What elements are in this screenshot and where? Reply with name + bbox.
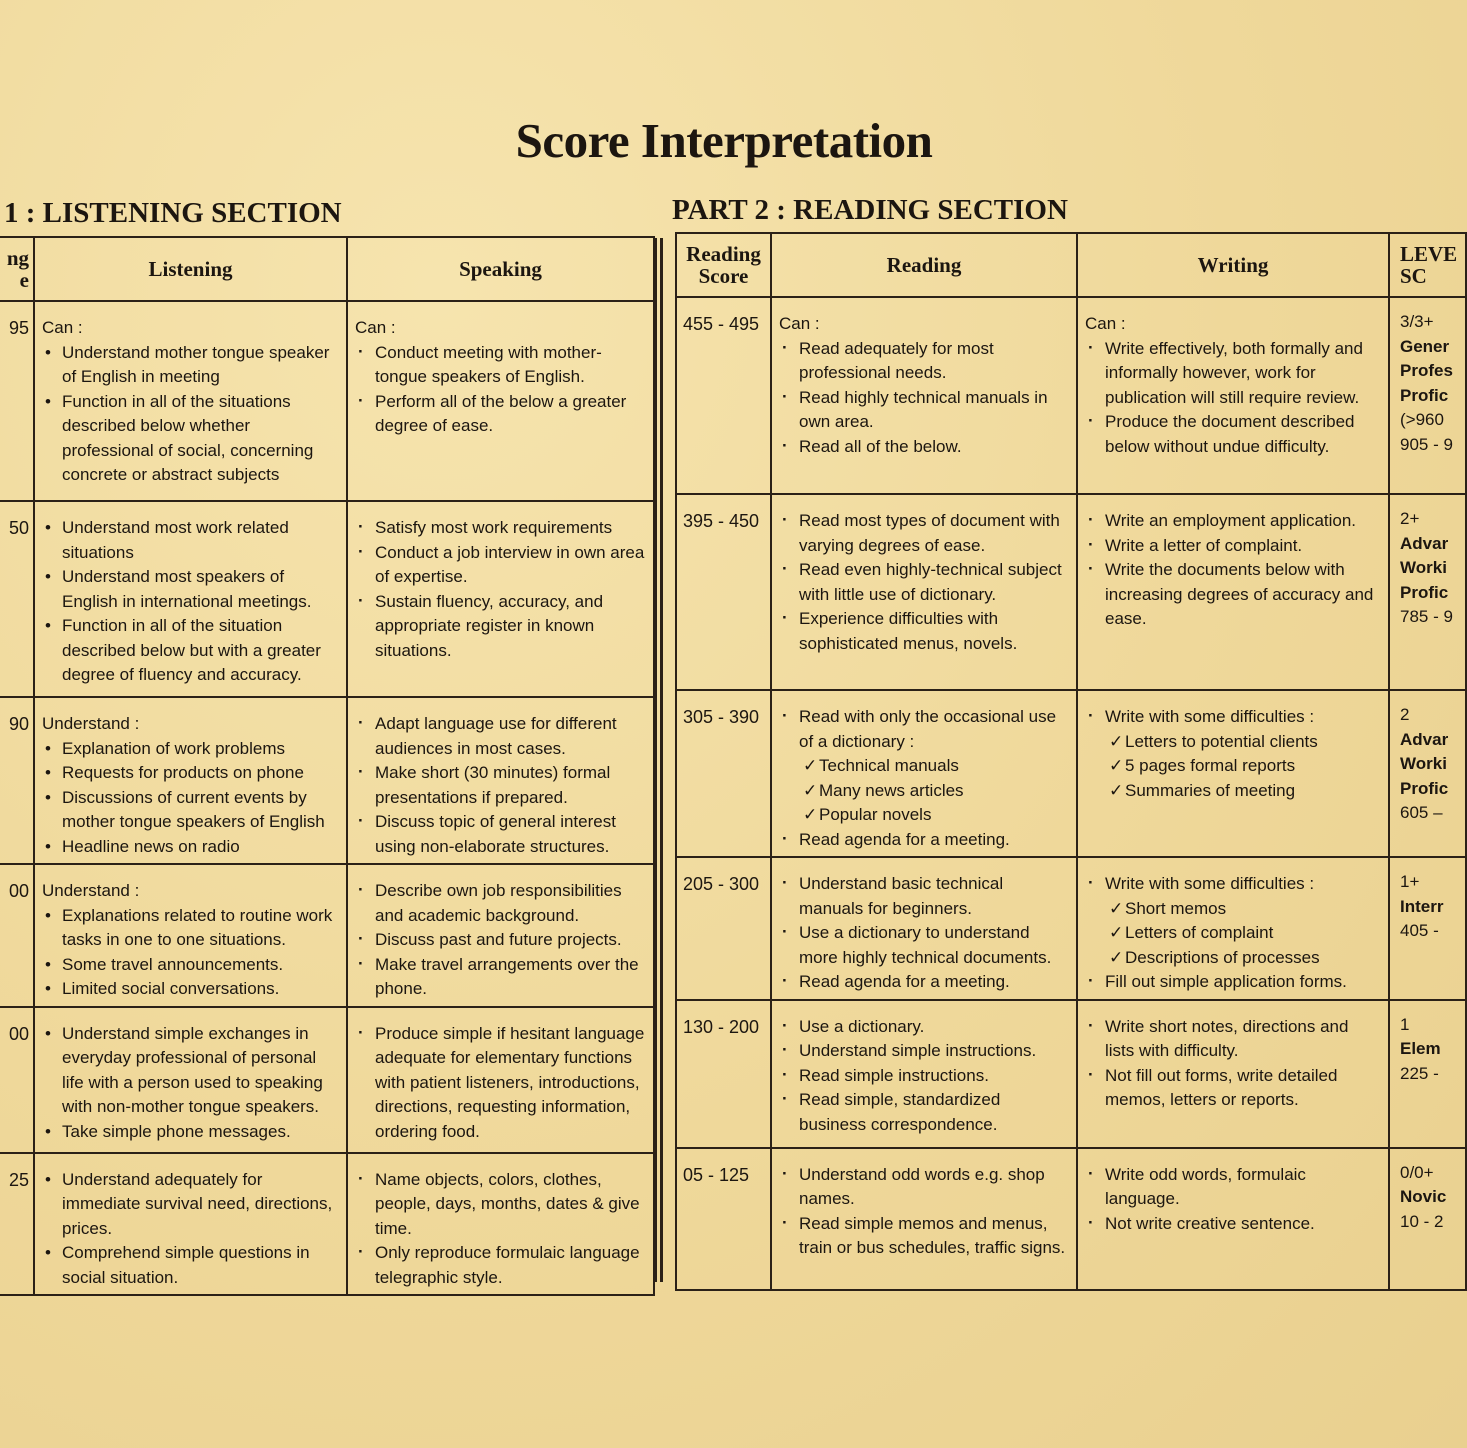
bullet-item: · Write with some difficulties :: [1085, 872, 1381, 897]
bullet-item: · Name objects, colors, clothes, people, days, months, dates & give time.: [355, 1168, 646, 1242]
bullet-item: • Understand mother tongue speaker of English in meeting: [42, 341, 339, 390]
level-name: Interr: [1400, 896, 1444, 916]
check-item: ✓ Letters to potential clients: [1105, 730, 1381, 755]
bullet-list: [42, 904, 339, 1002]
table-row: [676, 297, 1466, 494]
reading-table: [675, 232, 1467, 1291]
listening-cell: [34, 1007, 347, 1153]
bullet-item: · Write short notes, directions and lists with difficulty.: [1085, 1015, 1381, 1064]
table-row: [0, 864, 654, 1007]
speaking-cell: [347, 501, 654, 697]
score-cell: 90: [0, 697, 34, 864]
level-range: 785 - 9: [1400, 607, 1453, 626]
bullet-item: · Read most types of document with varying degrees of ease.: [779, 509, 1069, 558]
bullet-item: · Write odd words, formulaic language.: [1085, 1163, 1381, 1212]
level-cell: [1389, 857, 1466, 1000]
level-range: 405 -: [1400, 921, 1439, 940]
reading-score-cell: 455 - 495: [676, 297, 771, 494]
check-item: ✓ 5 pages formal reports: [1105, 754, 1381, 779]
bullet-item: • Function in all of the situations described below whether professional of social, concerning concrete or abstract subjects: [42, 390, 339, 488]
bullet-list: [355, 1168, 646, 1291]
speaking-cell: [347, 301, 654, 501]
check-item: ✓ Descriptions of processes: [1105, 946, 1381, 971]
bullet-list: [1085, 705, 1381, 803]
bullet-item: · Experience difficulties with sophisticated menus, novels.: [779, 607, 1069, 656]
bullet-item: · Write effectively, both formally and informally however, work for publication will still require review.: [1085, 337, 1381, 411]
bullet-list: [355, 712, 646, 859]
level-name: Advar: [1400, 533, 1449, 553]
bullet-list: [42, 341, 339, 488]
page-title: Score Interpretation: [515, 113, 933, 168]
part2-heading: PART 2 : READING SECTION: [672, 194, 1068, 226]
bullet-item: · Write with some difficulties :: [1085, 705, 1381, 730]
table-row: [676, 857, 1466, 1000]
listening-cell: [34, 864, 347, 1007]
bullet-list: [355, 1022, 646, 1145]
level-header: LEVE SC: [1389, 233, 1466, 297]
reading-header: Reading: [771, 233, 1077, 297]
bullet-item: · Read simple, standardized business correspondence.: [779, 1088, 1069, 1137]
bullet-item: · Adapt language use for different audiences in most cases.: [355, 712, 646, 761]
bullet-item: · Sustain fluency, accuracy, and appropriate register in known situations.: [355, 590, 646, 664]
level-name: Novic: [1400, 1187, 1447, 1206]
bullet-item: · Not write creative sentence.: [1085, 1212, 1381, 1237]
bullet-item: · Describe own job responsibilities and academic background.: [355, 879, 646, 928]
bullet-list: [355, 879, 646, 1002]
speaking-cell: [347, 1007, 654, 1153]
bullet-list: [1085, 509, 1381, 632]
bullet-item: · Read even highly-technical subject with little use of dictionary.: [779, 558, 1069, 607]
reading-score-cell: 205 - 300: [676, 857, 771, 1000]
level-name: Worki: [1400, 558, 1447, 577]
level-range: 225 -: [1400, 1063, 1439, 1083]
bullet-item: • Requests for products on phone: [42, 761, 339, 786]
bullet-item: · Satisfy most work requirements: [355, 516, 646, 541]
bullet-item: • Understand simple exchanges in everyday professional of personal life with a person used to speaking with non-mother tongue speakers.: [42, 1022, 339, 1120]
listening-cell: [34, 501, 347, 697]
listening-cell: [34, 301, 347, 501]
listening-cell: [34, 1153, 347, 1296]
check-item: ✓ Technical manuals: [799, 754, 1069, 779]
check-item: ✓ Summaries of meeting: [1105, 779, 1381, 804]
writing-cell: [1077, 857, 1389, 1000]
reading-cell: [771, 857, 1077, 1000]
level-code: 2: [1400, 705, 1410, 724]
table-divider-2: [660, 238, 663, 1282]
table-row: [0, 697, 654, 864]
bullet-item: · Discuss topic of general interest using non-elaborate structures.: [355, 810, 646, 859]
bullet-item: • Some travel announcements.: [42, 953, 339, 978]
check-item: ✓ Many news articles: [799, 779, 1069, 804]
writing-cell: [1077, 494, 1389, 690]
speaking-cell: [347, 1153, 654, 1296]
bullet-list: [1085, 872, 1381, 995]
score-cell: 00: [0, 1007, 34, 1153]
reading-score-cell: 395 - 450: [676, 494, 771, 690]
speaking-cell: [347, 697, 654, 864]
bullet-item: • Explanations related to routine work tasks in one to one situations.: [42, 904, 339, 953]
bullet-item: • Discussions of current events by mother tongue speakers of English: [42, 786, 339, 835]
listening-table-container: [0, 236, 656, 1287]
bullet-item: • Take simple phone messages.: [42, 1120, 339, 1145]
reading-cell: [771, 1148, 1077, 1290]
cell-lead: Understand :: [42, 714, 140, 733]
bullet-item: · Read simple instructions.: [779, 1064, 1069, 1089]
bullet-item: · Use a dictionary to understand more highly technical documents.: [779, 921, 1069, 970]
reading-score-header: Reading Score: [676, 233, 771, 297]
level-cell: [1389, 1000, 1466, 1148]
bullet-item: · Read with only the occasional use of a dictionary :: [779, 705, 1069, 754]
level-name: Elem: [1400, 1039, 1441, 1058]
level-name: Worki: [1400, 754, 1447, 773]
writing-header: Writing: [1077, 233, 1389, 297]
check-item: ✓ Popular novels: [799, 803, 1069, 828]
table-row: [0, 301, 654, 501]
reading-cell: [771, 690, 1077, 857]
level-code: 2+: [1400, 509, 1420, 528]
listening-table: [0, 236, 655, 1296]
level-code: 0/0+: [1400, 1162, 1434, 1182]
reading-score-cell: 305 - 390: [676, 690, 771, 857]
bullet-list: [779, 1015, 1069, 1138]
level-range: (>960: [1400, 410, 1444, 429]
bullet-item: · Understand basic technical manuals for beginners.: [779, 872, 1069, 921]
level-name: Profic: [1400, 778, 1449, 798]
check-item: ✓ Letters of complaint: [1105, 921, 1381, 946]
bullet-item: · Not fill out forms, write detailed memos, letters or reports.: [1085, 1064, 1381, 1113]
reading-table-body: [676, 297, 1466, 1290]
bullet-item: · Read agenda for a meeting.: [779, 970, 1069, 995]
bullet-item: • Headline news on radio: [42, 835, 339, 860]
bullet-item: · Only reproduce formulaic language telegraphic style.: [355, 1241, 646, 1290]
bullet-item: · Produce simple if hesitant language adequate for elementary functions with patient listeners, introductions, directions, requesting information, ordering food.: [355, 1022, 646, 1145]
reading-table-container: [670, 232, 1458, 1282]
bullet-item: · Make travel arrangements over the phone.: [355, 953, 646, 1002]
score-cell: 95: [0, 301, 34, 501]
level-name: Profic: [1400, 582, 1449, 602]
bullet-list: [42, 1168, 339, 1291]
writing-cell: [1077, 1148, 1389, 1290]
bullet-item: • Understand most work related situations: [42, 516, 339, 565]
bullet-list: [42, 1022, 339, 1145]
cell-lead: Understand :: [42, 881, 140, 900]
bullet-item: · Write an employment application.: [1085, 509, 1381, 534]
table-row: [0, 1007, 654, 1153]
cell-lead: Can :: [779, 314, 820, 333]
listening-score-header: ng e: [0, 237, 34, 301]
bullet-list: [779, 872, 1069, 995]
part1-heading: 1 : LISTENING SECTION: [4, 197, 342, 229]
bullet-item: · Read all of the below.: [779, 435, 1069, 460]
level-code: 1: [1400, 1014, 1410, 1034]
bullet-list: [1085, 337, 1381, 460]
writing-cell: [1077, 297, 1389, 494]
speaking-cell: [347, 864, 654, 1007]
bullet-item: · Read adequately for most professional needs.: [779, 337, 1069, 386]
bullet-item: · Use a dictionary.: [779, 1015, 1069, 1040]
score-cell: 00: [0, 864, 34, 1007]
level-range: 605 –: [1400, 803, 1443, 822]
score-cell: 25: [0, 1153, 34, 1296]
bullet-list: [42, 737, 339, 860]
bullet-item: • Function in all of the situation described below but with a greater degree of fluency and accuracy.: [42, 614, 339, 688]
bullet-item: • Explanation of work problems: [42, 737, 339, 762]
reading-cell: [771, 297, 1077, 494]
bullet-list: [1085, 1015, 1381, 1113]
bullet-item: · Conduct a job interview in own area of expertise.: [355, 541, 646, 590]
table-row: [676, 1148, 1466, 1290]
table-row: [0, 501, 654, 697]
bullet-list: [779, 337, 1069, 460]
bullet-item: · Write a letter of complaint.: [1085, 534, 1381, 559]
bullet-list: [779, 705, 1069, 852]
reading-score-cell: 05 - 125: [676, 1148, 771, 1290]
bullet-item: · Read agenda for a meeting.: [779, 828, 1069, 853]
bullet-item: · Discuss past and future projects.: [355, 928, 646, 953]
level-cell: [1389, 494, 1466, 690]
level-range: 10 - 2: [1400, 1211, 1444, 1231]
level-code: 3/3+: [1400, 312, 1434, 331]
bullet-list: [42, 516, 339, 688]
listening-table-body: [0, 301, 654, 1295]
writing-cell: [1077, 690, 1389, 857]
level-name: Advar: [1400, 729, 1449, 749]
cell-lead: Can :: [355, 318, 396, 337]
bullet-item: • Understand adequately for immediate survival need, directions, prices.: [42, 1168, 339, 1242]
reading-cell: [771, 1000, 1077, 1148]
bullet-list: [779, 509, 1069, 656]
listening-header: Listening: [34, 237, 347, 301]
listening-cell: [34, 697, 347, 864]
level-cell: [1389, 690, 1466, 857]
speaking-header: Speaking: [347, 237, 654, 301]
bullet-item: • Limited social conversations.: [42, 977, 339, 1002]
bullet-item: · Conduct meeting with mother-tongue speakers of English.: [355, 341, 646, 390]
reading-score-cell: 130 - 200: [676, 1000, 771, 1148]
check-item: ✓ Short memos: [1105, 897, 1381, 922]
bullet-item: · Understand odd words e.g. shop names.: [779, 1163, 1069, 1212]
table-row: [676, 1000, 1466, 1148]
table-row: [0, 1153, 654, 1296]
writing-cell: [1077, 1000, 1389, 1148]
bullet-item: · Write the documents below with increasing degrees of accuracy and ease.: [1085, 558, 1381, 632]
bullet-item: • Comprehend simple questions in social situation.: [42, 1241, 339, 1290]
bullet-list: [355, 341, 646, 439]
level-name: Gener: [1400, 336, 1450, 356]
level-range: 905 - 9: [1400, 434, 1453, 454]
reading-cell: [771, 494, 1077, 690]
cell-lead: Can :: [1085, 314, 1126, 333]
bullet-item: · Read simple memos and menus, train or bus schedules, traffic signs.: [779, 1212, 1069, 1261]
table-row: [676, 690, 1466, 857]
level-code: 1+: [1400, 872, 1420, 891]
bullet-item: · Fill out simple application forms.: [1085, 970, 1381, 995]
level-cell: [1389, 297, 1466, 494]
level-cell: [1389, 1148, 1466, 1290]
bullet-list: [1085, 1163, 1381, 1237]
cell-lead: Can :: [42, 318, 83, 337]
bullet-item: · Make short (30 minutes) formal presentations if prepared.: [355, 761, 646, 810]
table-row: [676, 494, 1466, 690]
bullet-list: [355, 516, 646, 663]
level-name: Profic: [1400, 385, 1449, 405]
bullet-item: • Understand most speakers of English in international meetings.: [42, 565, 339, 614]
bullet-list: [779, 1163, 1069, 1261]
score-cell: 50: [0, 501, 34, 697]
bullet-item: · Understand simple instructions.: [779, 1039, 1069, 1064]
bullet-item: · Produce the document described below without undue difficulty.: [1085, 410, 1381, 459]
bullet-item: · Perform all of the below a greater degree of ease.: [355, 390, 646, 439]
level-name: Profes: [1400, 361, 1453, 380]
bullet-item: · Read highly technical manuals in own area.: [779, 386, 1069, 435]
